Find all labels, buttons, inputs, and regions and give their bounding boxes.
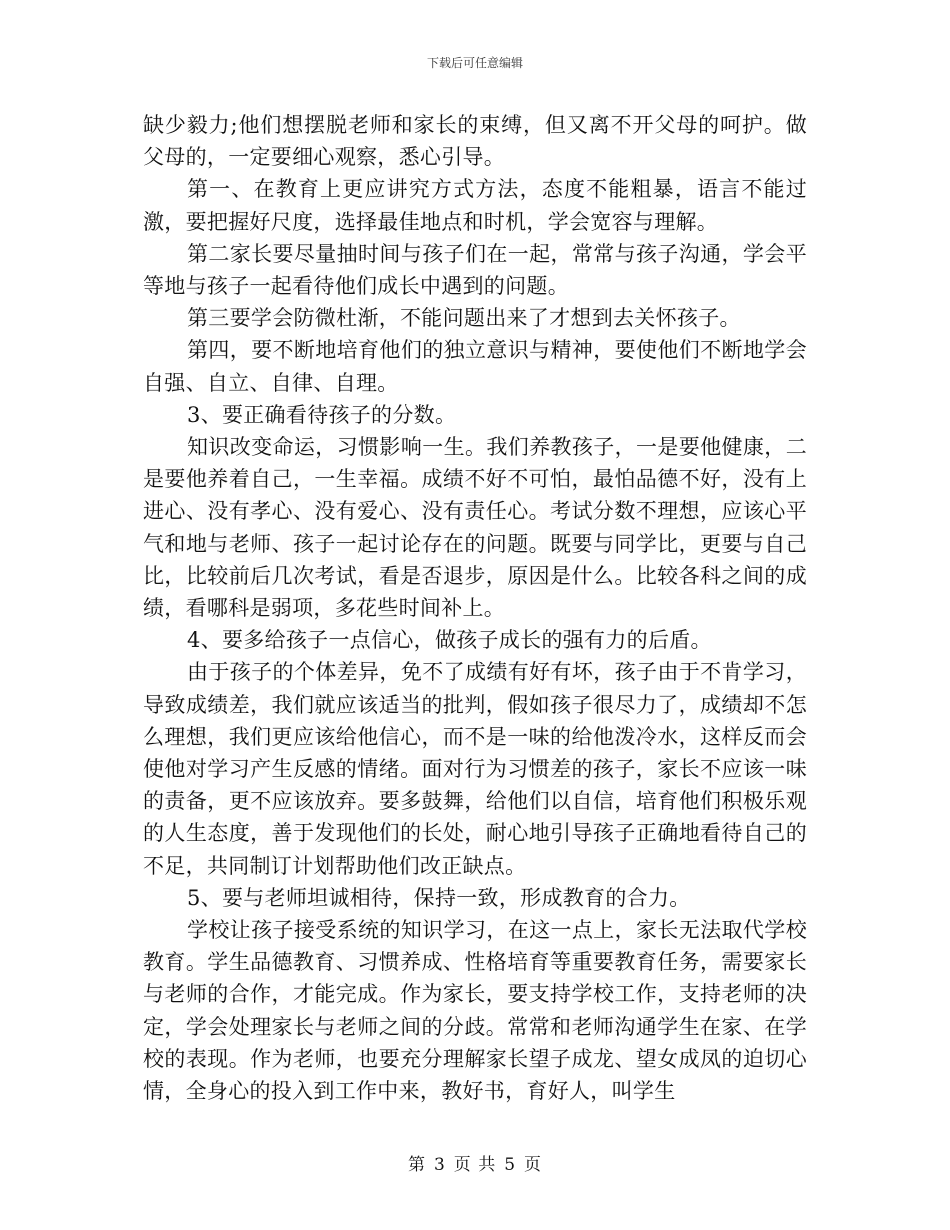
paragraph-3: 第二家长要尽量抽时间与孩子们在一起，常常与孩子沟通，学会平等地与孩子一起看待他们成长中遇到的问题。 bbox=[143, 241, 807, 299]
paragraph-1: 缺少毅力;他们想摆脱老师和家长的束缚，但又离不开父母的呵护。做父母的，一定要细心观察，悉心引导。 bbox=[143, 113, 807, 170]
footer-total-pages: 5 bbox=[504, 1155, 517, 1175]
paragraph-2: 第一、在教育上更应讲究方式方法，态度不能粗暴，语言不能过激，要把握好尺度，选择最佳地点和时机，学会宽容与理解。 bbox=[143, 177, 807, 234]
section-heading-3: 3、要正确看待孩子的分数。 bbox=[187, 402, 457, 427]
paragraph-7: 知识改变命运，习惯影响一生。我们养教孩子，一是要他健康，二是要他养着自己，一生幸福。成绩不好不可怕，最怕品德不好，没有上进心、没有孝心、没有爱心、没有责任心。考试分数不理想，应该心平气和地与老师、孩子一起讨论存在的问题。既要与同学比，更要与自己比，比较前后几次考试，看是否退步，原因是什么。比较各科之间的成绩，看哪科是弱项，多花些时间补上。 bbox=[143, 435, 807, 621]
page-footer bbox=[0, 1150, 950, 1175]
paragraph-9: 由于孩子的个体差异，免不了成绩有好有坏，孩子由于不肯学习，导致成绩差，我们就应该适当的批判，假如孩子很尽力了，成绩却不怎么理想，我们更应该给他信心，而不是一味的给他泼冷水，这样反而会使他对学习产生反感的情绪。面对行为习惯差的孩子，家长不应该一味的责备，更不应该放弃。要多鼓舞，给他们以自信，培育他们积极乐观的人生态度，善于发现他们的长处，耐心地引导孩子正确地看待自己的不足，共同制订计划帮助他们改正缺点。 bbox=[143, 660, 807, 878]
document-body bbox=[143, 109, 807, 1107]
paragraph-11: 学校让孩子接受系统的知识学习，在这一点上，家长无法取代学校教育。学生品德教育、习惯养成、性格培育等重要教育任务，需要家长与老师的合作，才能完成。作为家长，要支持学校工作，支持老师的决定，学会处理家长与老师之间的分歧。常常和老师沟通学生在家、在学校的表现。作为老师，也要充分理解家长望子成龙、望女成凤的迫切心情，全身心的投入到工作中来，教好书，育好人，叫学生 bbox=[143, 918, 807, 1104]
footer-page-number: 3 bbox=[433, 1155, 446, 1175]
footer-suffix: 页 bbox=[524, 1155, 543, 1175]
footer-middle: 页 共 bbox=[453, 1155, 497, 1175]
section-heading-4: 4、要多给孩子一点信心，做孩子成长的强有力的后盾。 bbox=[187, 628, 712, 653]
paragraph-4: 第三要学会防微杜渐，不能问题出来了才想到去关怀孩子。 bbox=[187, 306, 741, 331]
page-header: 下载后可任意编辑 bbox=[426, 56, 523, 70]
footer-prefix: 第 bbox=[407, 1155, 426, 1175]
section-heading-5: 5、要与老师坦诚相待，保持一致，形成教育的合力。 bbox=[187, 885, 691, 910]
paragraph-5: 第四，要不断地培育他们的独立意识与精神，要使他们不断地学会自强、自立、自律、自理。 bbox=[143, 338, 807, 395]
